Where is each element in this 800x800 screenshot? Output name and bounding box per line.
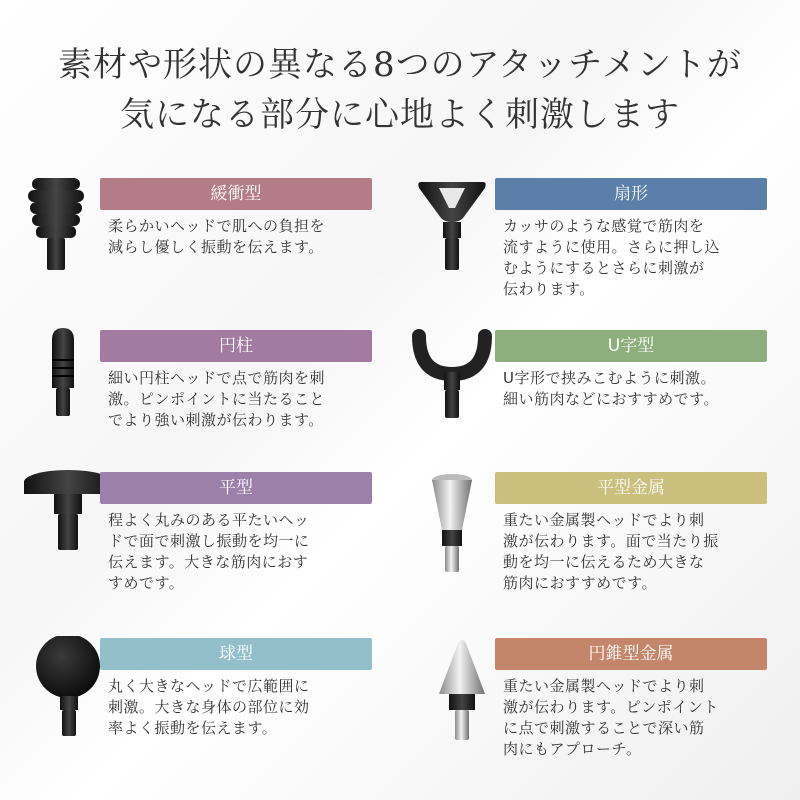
headline-line-2: 気になる部分に心地よく刺激します bbox=[120, 95, 680, 135]
cushion-head-icon bbox=[10, 176, 100, 286]
cone-metal-head-icon bbox=[405, 636, 495, 746]
ball-head-icon bbox=[10, 636, 100, 746]
attachment-label: 平型金属 bbox=[495, 472, 767, 504]
attachment-fan bbox=[395, 176, 785, 336]
attachment-description: 程よく丸みのある平たいヘッ ドで面で刺激し振動を均一に 伝えます。大きな筋肉におす すめです。 bbox=[108, 511, 310, 592]
attachment-ball bbox=[0, 636, 390, 796]
attachment-label: 平型 bbox=[100, 472, 372, 504]
attachment-cylinder bbox=[0, 328, 390, 488]
attachment-description: カッサのような感覚で筋肉を 流すように使用。さらに押し込 むようにするとさらに刺激が 伝わります。 bbox=[503, 217, 721, 298]
flat-metal-head-icon bbox=[405, 470, 495, 580]
attachment-description: 丸く大きなヘッドで広範囲に 刺激。大きな身体の部位に効 率よく振動を伝えます。 bbox=[108, 677, 310, 737]
cylinder-head-icon bbox=[10, 328, 100, 438]
fan-head-icon bbox=[405, 176, 495, 286]
attachment-description: 細い円柱ヘッドで点で筋肉を刺 激。ピンポイントに当たること でより強い刺激が伝わります。 bbox=[108, 369, 326, 429]
attachment-description: 柔らかいヘッドで肌への負担を 減らし優しく振動を伝えます。 bbox=[108, 217, 326, 256]
attachment-label: 扇形 bbox=[495, 178, 767, 210]
attachment-label: 球型 bbox=[100, 638, 372, 670]
attachment-u-shape bbox=[395, 328, 785, 488]
headline-line-1: 素材や形状の異なる8つのアタッチメントが bbox=[58, 45, 742, 85]
attachment-label: 緩衝型 bbox=[100, 178, 372, 210]
attachment-label: 円柱 bbox=[100, 330, 372, 362]
u-shape-head-icon bbox=[405, 328, 495, 438]
attachment-flat bbox=[0, 470, 390, 630]
attachment-description: U字形で挟みこむように刺激。 細い筋肉などにおすすめです。 bbox=[503, 369, 719, 408]
attachment-label: U字型 bbox=[495, 330, 767, 362]
headline bbox=[0, 40, 800, 140]
flat-head-icon bbox=[10, 470, 100, 580]
attachment-description: 重たい金属製ヘッドでより刺 激が伝わります。面で当たり振 動を均一に伝えるため大きな 筋肉におすすめです。 bbox=[503, 511, 719, 592]
attachment-flat-metal bbox=[395, 470, 785, 630]
attachment-label: 円錐型金属 bbox=[495, 638, 767, 670]
attachment-description: 重たい金属製ヘッドでより刺 激が伝わります。ピンポイント に点で刺激することで深い筋 肉にもアプローチ。 bbox=[503, 677, 719, 758]
attachment-cone-metal bbox=[395, 636, 785, 796]
attachment-cushion bbox=[0, 176, 390, 336]
